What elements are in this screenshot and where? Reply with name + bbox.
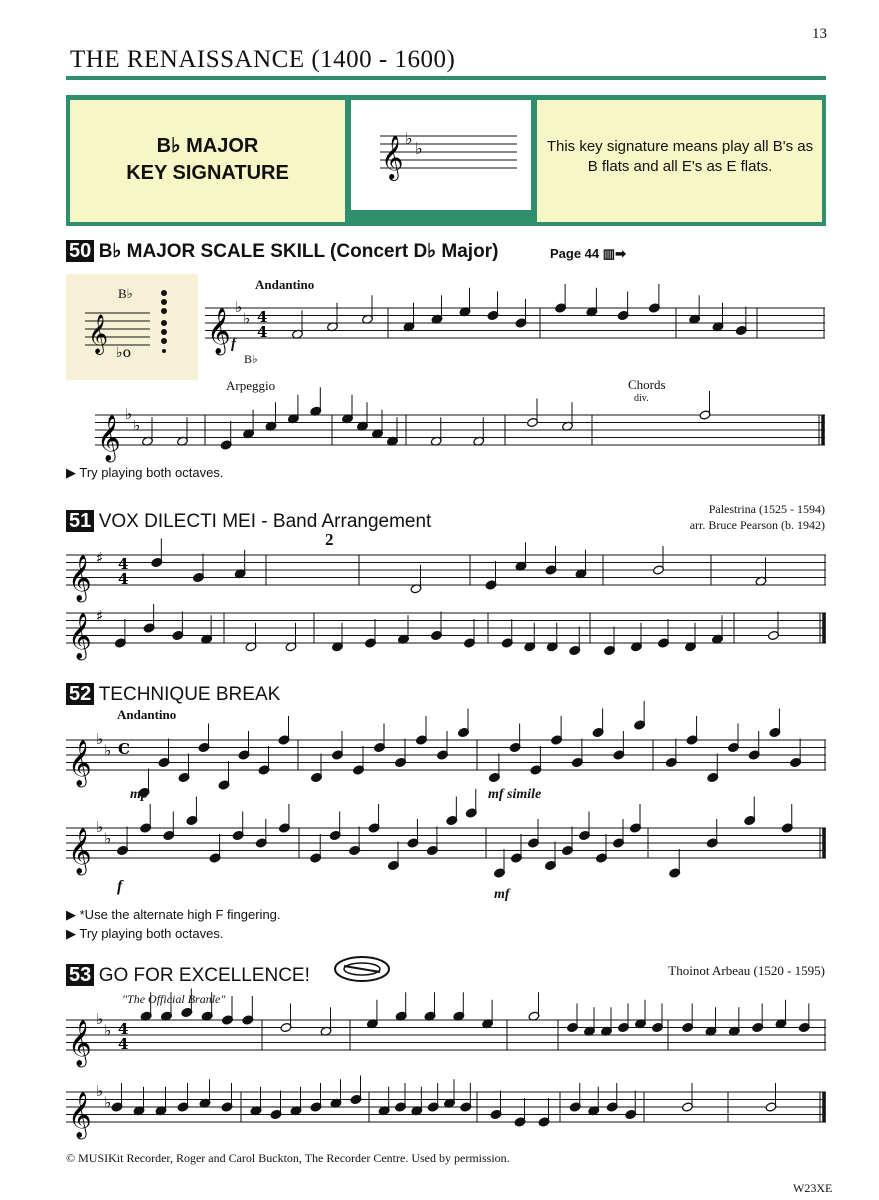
subtitle: "The Official Branle" <box>122 992 226 1006</box>
exercise-number: 52 <box>66 683 94 705</box>
key-signature-title-line1: B♭ MAJOR <box>156 135 259 157</box>
tip-arrow-icon: ▶ <box>66 465 76 480</box>
exercise-title: VOX DILECTI MEI - Band Arrangement <box>98 511 432 532</box>
flat-icon: ♭ <box>405 129 413 148</box>
exercise-title: B♭ MAJOR SCALE SKILL (Concert D♭ Major) <box>98 241 499 262</box>
time-signature: 4 <box>118 1035 129 1053</box>
copyright: © MUSIKit Recorder, Roger and Carol Buckton, The Recorder Centre. Used by permission. <box>66 1151 510 1165</box>
page-number: 13 <box>812 26 827 42</box>
arranger: arr. Bruce Pearson (b. 1942) <box>689 518 825 532</box>
exercise-title: GO FOR EXCELLENCE! <box>98 965 310 986</box>
treble-clef-icon: 𝄞 <box>207 308 231 354</box>
chords-label: Chords <box>628 377 666 392</box>
tip-52-1: ▶ *Use the alternate high F fingering. <box>66 907 281 922</box>
time-signature: 4 <box>118 570 129 588</box>
composer: Thoinot Arbeau (1520 - 1595) <box>668 963 825 978</box>
tip-52-2: ▶ Try playing both octaves. <box>66 926 224 941</box>
treble-clef-icon: 𝄞 <box>381 135 404 179</box>
page-code: W23XE <box>793 1181 833 1195</box>
dynamic-mp: mp <box>130 787 148 802</box>
key-signature-staff <box>375 128 525 188</box>
staff-50-line2 <box>95 405 825 465</box>
staff-52-line2 <box>66 818 826 878</box>
flat-icon: ♯ <box>96 606 104 625</box>
staff-52-line1 <box>66 730 826 790</box>
flat-icon: ♭ <box>133 416 141 435</box>
staff-53-line1 <box>66 1010 826 1070</box>
exercise-number: 53 <box>66 964 94 986</box>
flat-icon: ♭ <box>104 829 112 848</box>
flat-icon: ♭ <box>104 1021 112 1040</box>
note-name-label: B♭ <box>244 352 258 366</box>
flat-icon: ♭ <box>125 405 133 423</box>
dynamic-mf-simile: mf simile <box>488 787 542 802</box>
staff-51-line2 <box>66 603 826 663</box>
flat-icon: ♭ <box>104 1093 112 1112</box>
time-signature: 4 <box>118 555 129 573</box>
key-signature-description: This key signature means play all B's as B flats and all E's as E flats. <box>546 138 814 175</box>
flat-note: ♭o <box>116 345 132 361</box>
recorder-icon <box>332 954 392 984</box>
tip-arrow-icon: ▶ <box>66 926 76 941</box>
dynamic-marking: f <box>231 336 236 352</box>
treble-clef-icon: 𝄞 <box>68 555 92 601</box>
exercise-50-heading <box>66 240 498 263</box>
exercise-number: 50 <box>66 240 94 262</box>
page-reference: Page 44 ▥➡ <box>550 246 626 261</box>
exercise-51-credits <box>560 501 825 533</box>
flat-icon: ♯ <box>96 548 104 567</box>
treble-clef-icon: 𝄞 <box>68 1092 92 1138</box>
flat-icon: ♭ <box>104 741 112 760</box>
treble-clef-icon: 𝄞 <box>68 1020 92 1066</box>
treble-clef-icon: 𝄞 <box>68 828 92 874</box>
flat-icon: ♭ <box>96 818 104 836</box>
key-signature-title <box>80 133 335 187</box>
div-label: div. <box>634 393 649 404</box>
multirest-count: 2 <box>325 530 334 549</box>
treble-clef-icon: 𝄞 <box>68 740 92 786</box>
chapter-rule <box>66 76 826 80</box>
exercise-53-heading <box>66 964 310 987</box>
exercise-52-heading <box>66 683 280 706</box>
dynamic-mf: mf <box>494 887 510 902</box>
time-signature: 4 <box>257 308 268 326</box>
exercise-title: TECHNIQUE BREAK <box>98 684 281 705</box>
key-signature-title-line2: KEY SIGNATURE <box>126 162 289 184</box>
exercise-51-heading <box>66 510 431 533</box>
tip-arrow-icon: ▶ <box>66 907 76 922</box>
staff-51-line1 <box>66 545 826 605</box>
dynamic-f: f <box>117 878 123 895</box>
treble-clef-icon: 𝄞 <box>88 314 109 354</box>
time-signature: 4 <box>257 323 268 341</box>
chapter-title: THE RENAISSANCE (1400 - 1600) <box>70 46 456 73</box>
composer: Palestrina (1525 - 1594) <box>708 502 825 516</box>
fingering-chart <box>80 285 190 375</box>
time-signature: 4 <box>118 1020 129 1038</box>
tip-50: ▶ Try playing both octaves. <box>66 465 224 480</box>
tempo-marking: Andantino <box>255 277 315 292</box>
arrow-right-icon: ▥➡ <box>602 246 626 261</box>
arpeggio-label: Arpeggio <box>226 378 276 393</box>
flat-icon: ♭ <box>415 139 423 158</box>
flat-icon: ♭ <box>96 1010 104 1028</box>
exercise-number: 51 <box>66 510 94 532</box>
fingering-note-label: B♭ <box>118 286 133 301</box>
flat-icon: ♭ <box>96 1082 104 1100</box>
flat-icon: ♭ <box>96 730 104 748</box>
staff-50-line1 <box>205 298 825 358</box>
flat-icon: ♭ <box>243 309 251 328</box>
time-signature: C <box>118 740 130 758</box>
treble-clef-icon: 𝄞 <box>68 613 92 659</box>
flat-icon: ♭ <box>235 298 243 316</box>
tempo-marking: Andantino <box>117 707 177 722</box>
staff-53-line2 <box>66 1082 826 1142</box>
treble-clef-icon: 𝄞 <box>97 415 121 461</box>
